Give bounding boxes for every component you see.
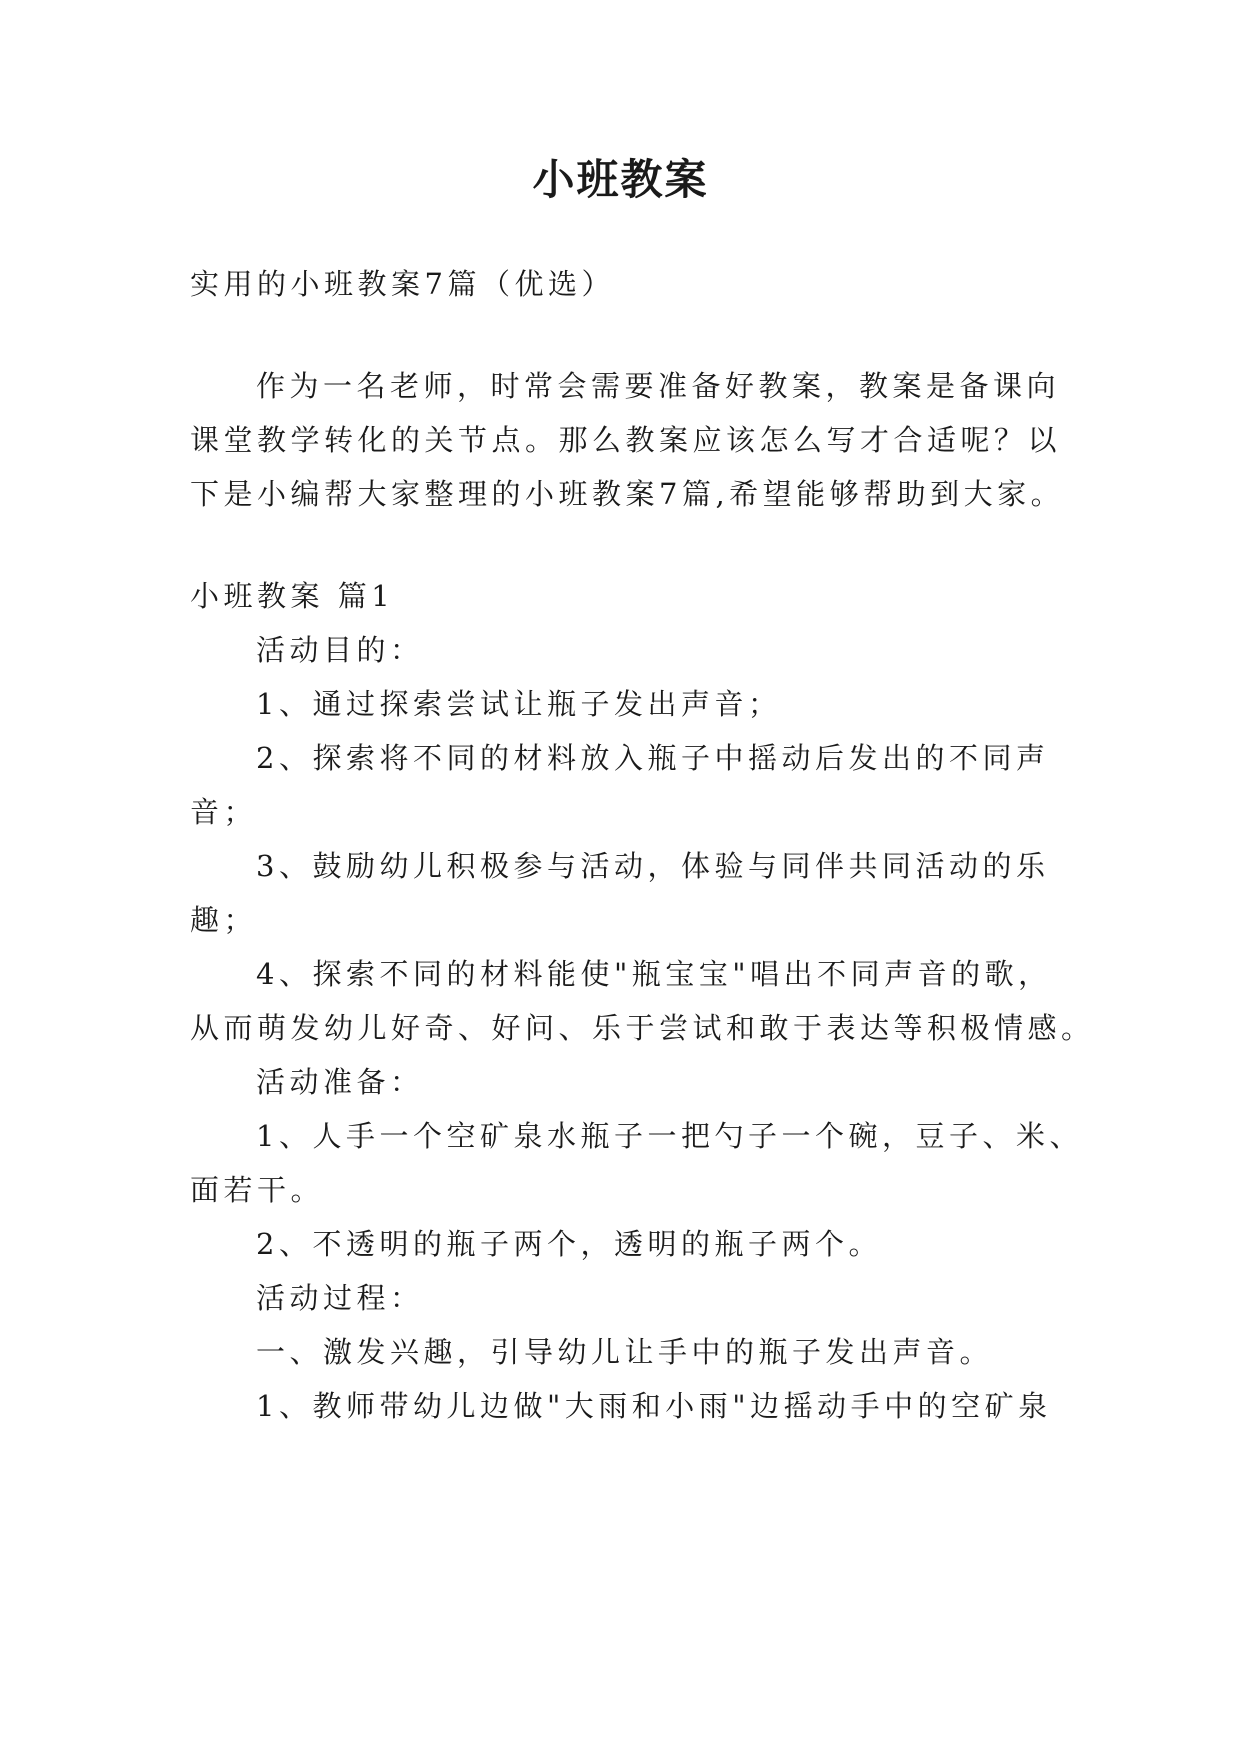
body-line: 从而萌发幼儿好奇、好问、乐于尝试和敢于表达等积极情感。 [190,1011,1095,1045]
document-title: 小班教案 [532,155,709,204]
body-line: 活动目的： [256,633,424,667]
body-line: 1、通过探索尝试让瓶子发出声音； [256,687,782,721]
body-line: 一、激发兴趣，引导幼儿让手中的瓶子发出声音。 [256,1335,994,1369]
body-line: 活动过程： [256,1281,424,1315]
body-line: 音； [190,795,258,829]
intro-line-3: 下是小编帮大家整理的小班教案7篇,希望能够帮助到大家。 [190,477,1065,511]
body-line: 2、不透明的瓶子两个，透明的瓶子两个。 [256,1227,882,1261]
body-line: 面若干。 [190,1173,325,1207]
body-line: 2、探索将不同的材料放入瓶子中摇动后发出的不同声 [256,741,1050,775]
intro-line-2: 课堂教学转化的关节点。那么教案应该怎么写才合适呢？以 [190,423,1062,457]
section-heading: 小班教案 篇1 [190,579,395,613]
body-line: 活动准备： [256,1065,424,1099]
body-line: 趣； [190,903,258,937]
body-line: 4、探索不同的材料能使"瓶宝宝"唱出不同声音的歌， [256,957,1052,991]
intro-line-1: 作为一名老师，时常会需要准备好教案，教案是备课向 [256,369,1061,403]
body-line: 1、教师带幼儿边做"大雨和小雨"边摇动手中的空矿泉 [256,1389,1052,1423]
document-subtitle: 实用的小班教案7篇（优选） [190,267,615,301]
body-line: 3、鼓励幼儿积极参与活动，体验与同伴共同活动的乐 [256,849,1050,883]
body-line: 1、人手一个空矿泉水瓶子一把勺子一个碗，豆子、米、 [256,1119,1083,1153]
